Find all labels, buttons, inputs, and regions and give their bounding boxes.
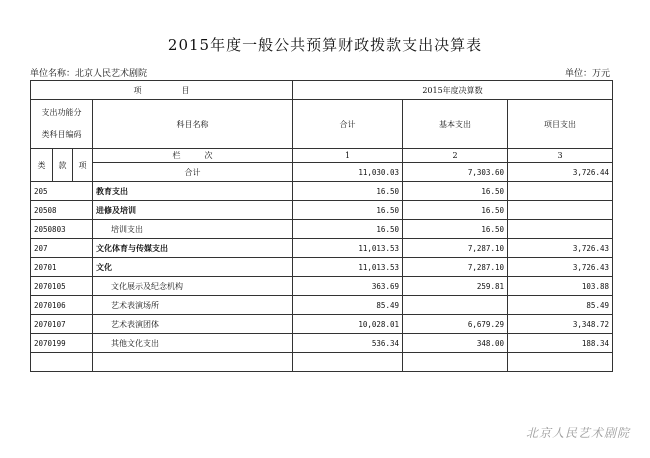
amount-total: 11,013.53 [293,258,403,277]
table-row [31,182,613,201]
table-row [31,334,613,353]
table-row [31,258,613,277]
header-row-3 [31,149,613,163]
header-lanci: 栏 次 [93,149,293,163]
subject-name: 其他文化支出 [93,334,293,353]
amount-total: 11,013.53 [293,239,403,258]
table-row [31,201,613,220]
subject-code: 2070107 [31,315,93,334]
table-row [31,296,613,315]
header-row-2 [31,100,613,149]
amount-total [293,353,403,372]
page-title: 2015年度一般公共预算财政拨款支出决算表 [167,36,483,54]
header-func-class-text: 支出功能分 [41,108,82,117]
table-row [31,239,613,258]
amount-basic: 259.81 [403,277,508,296]
header-kuan: 款 [53,149,73,182]
amount-basic: 348.00 [403,334,508,353]
totals-label: 合计 [93,163,293,182]
subject-code: 205 [31,182,93,201]
header-lei: 类 [31,149,53,182]
subject-name: 文化 [93,258,293,277]
amount-basic: 16.50 [403,201,508,220]
subject-name: 进修及培训 [93,201,293,220]
subject-name: 文化展示及纪念机构 [93,277,293,296]
subject-name: 文化体育与传媒支出 [93,239,293,258]
amount-project [508,201,613,220]
header-total: 合计 [293,100,403,149]
header-project: 项目支出 [508,100,613,149]
header-year-total: 2015年度决算数 [293,81,613,100]
table-row [31,277,613,296]
header-xiang: 项 [73,149,93,182]
amount-project [508,220,613,239]
amount-project: 85.49 [508,296,613,315]
subject-code: 207 [31,239,93,258]
subject-name: 艺术表演团体 [93,315,293,334]
amount-project: 3,726.43 [508,258,613,277]
amount-project: 3,348.72 [508,315,613,334]
totals-total: 11,030.03 [293,163,403,182]
amount-basic: 7,287.10 [403,239,508,258]
amount-basic: 16.50 [403,220,508,239]
subject-name: 培训支出 [93,220,293,239]
header-col3: 3 [508,149,613,163]
amount-total: 536.34 [293,334,403,353]
currency-unit-label: 单位：万元 [564,69,610,79]
amount-basic [403,296,508,315]
subject-name [93,353,293,372]
header-func-code [31,100,93,149]
unit-name-label: 单位名称：北京人民艺术剧院 [30,69,148,79]
totals-project: 3,726.44 [508,163,613,182]
amount-project: 3,726.43 [508,239,613,258]
budget-table [30,80,613,372]
amount-total: 10,028.01 [293,315,403,334]
amount-basic [403,353,508,372]
amount-total: 16.50 [293,182,403,201]
subject-name: 艺术表演场所 [93,296,293,315]
header-func-code-text: 类科目编码 [41,130,82,139]
amount-project [508,353,613,372]
theatre-watermark: 北京人民艺术剧院 [525,426,630,440]
subject-name: 教育支出 [93,182,293,201]
table-row [31,220,613,239]
subject-code: 2050803 [31,220,93,239]
header-row-1 [31,81,613,100]
header-subject-name: 科目名称 [93,100,293,149]
subject-code: 2070106 [31,296,93,315]
amount-basic: 16.50 [403,182,508,201]
amount-project: 188.34 [508,334,613,353]
header-col2: 2 [403,149,508,163]
subject-code: 20701 [31,258,93,277]
amount-project [508,182,613,201]
totals-basic: 7,303.60 [403,163,508,182]
amount-total: 16.50 [293,220,403,239]
table-row [31,353,613,372]
totals-row [31,163,613,182]
subject-code: 2070199 [31,334,93,353]
header-col1: 1 [293,149,403,163]
amount-total: 85.49 [293,296,403,315]
subject-code [31,353,93,372]
subject-code: 20508 [31,201,93,220]
header-item: 项 目 [31,81,293,100]
amount-total: 16.50 [293,201,403,220]
amount-project: 103.88 [508,277,613,296]
amount-basic: 7,287.10 [403,258,508,277]
header-basic: 基本支出 [403,100,508,149]
amount-total: 363.69 [293,277,403,296]
subject-code: 2070105 [31,277,93,296]
table-row [31,315,613,334]
amount-basic: 6,679.29 [403,315,508,334]
